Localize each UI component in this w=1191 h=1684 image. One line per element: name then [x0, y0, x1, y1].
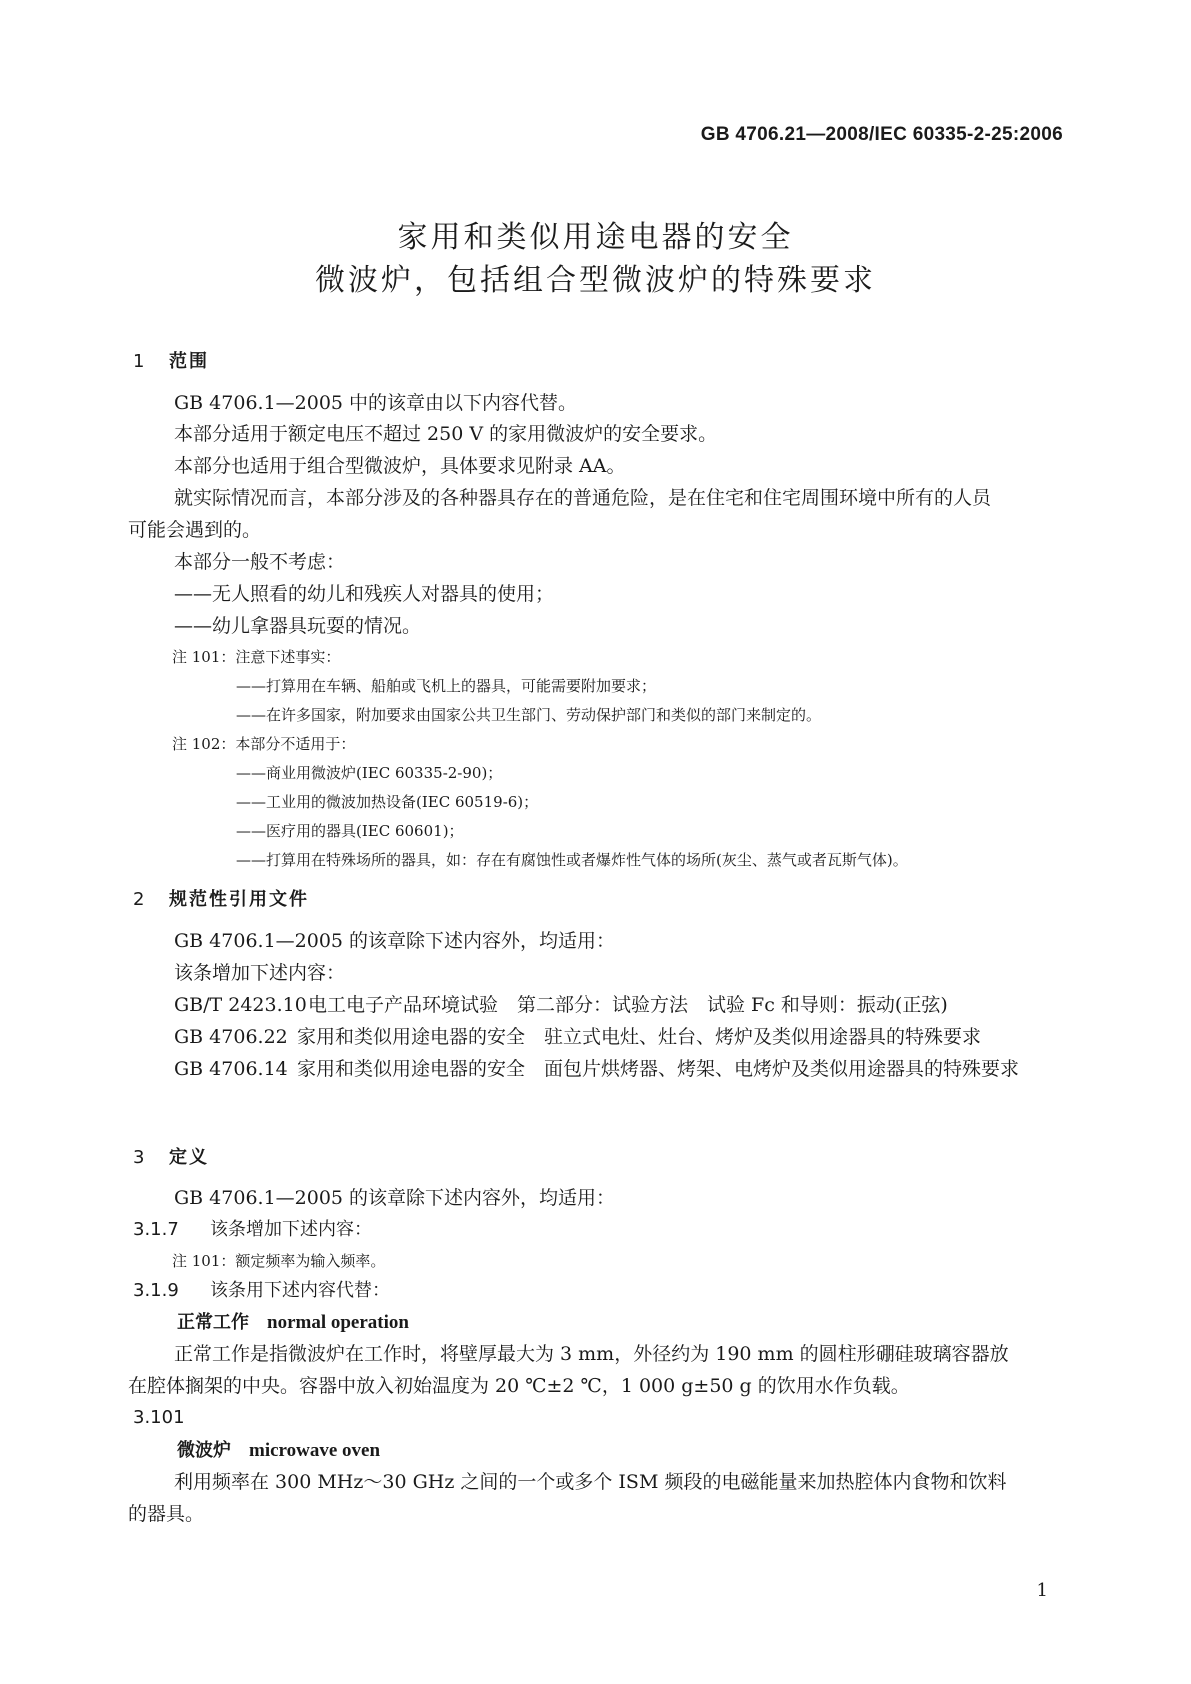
s1-paragraph-3: 本部分也适用于组合型微波炉，具体要求见附录 AA。 — [174, 455, 626, 477]
reference-code: GB/T 2423.10 — [174, 994, 307, 1016]
standard-number: GB 4706.21—2008/IEC 60335-2-25:2006 — [700, 124, 1063, 145]
definition-2-line-2: 的器具。 — [128, 1503, 205, 1525]
section-2-heading — [133, 885, 309, 911]
note-102: 注 102：本部分不适用于： — [172, 735, 356, 753]
clause-3-1-9 — [133, 1279, 390, 1303]
note-101-item-2: ——在许多国家，附加要求由国家公共卫生部门、劳动保护部门和类似的部门来制定的。 — [236, 706, 822, 724]
clause-3-1-7-note: 注 101：额定频率为输入频率。 — [172, 1252, 386, 1270]
section-3-title: 定义 — [169, 1147, 209, 1168]
reference-code: GB 4706.14 — [174, 1058, 288, 1080]
note-102-item-3: ——医疗用的器具(IEC 60601)； — [236, 822, 464, 840]
reference-row — [174, 1057, 1019, 1081]
s1-list-item-1: ——无人照看的幼儿和残疾人对器具的使用； — [174, 583, 555, 605]
s2-paragraph-1: GB 4706.1—2005 的该章除下述内容外，均适用： — [174, 930, 616, 952]
reference-title: 家用和类似用途电器的安全 驻立式电灶、灶台、烤炉及类似用途器具的特殊要求 — [297, 1026, 982, 1048]
definition-1-line-2: 在腔体搁架的中央。容器中放入初始温度为 20 ℃±2 ℃，1 000 g±50 g 的饮用水作负载。 — [128, 1375, 910, 1397]
note-101-item-1: ——打算用在车辆、船舶或飞机上的器具，可能需要附加要求； — [236, 677, 657, 695]
section-1-number: 1 — [133, 351, 145, 372]
title-line-1: 家用和类似用途电器的安全 — [397, 220, 794, 255]
clause-3-1-7 — [133, 1218, 372, 1242]
s1-paragraph-1: GB 4706.1—2005 中的该章由以下内容代替。 — [174, 392, 578, 414]
section-3-number: 3 — [133, 1147, 145, 1168]
s3-paragraph-1: GB 4706.1—2005 的该章除下述内容外，均适用： — [174, 1187, 616, 1209]
clause-3-1-9-number: 3.1.9 — [133, 1280, 179, 1301]
page-number: 1 — [1036, 1580, 1048, 1601]
section-1-title: 范围 — [169, 351, 209, 372]
reference-row — [174, 993, 948, 1017]
s1-paragraph-5: 本部分一般不考虑： — [174, 551, 346, 573]
reference-title: 电工电子产品环境试验 第二部分：试验方法 试验 Fc 和导则：振动(正弦) — [308, 994, 948, 1016]
s1-paragraph-4-line-1: 就实际情况而言，本部分涉及的各种器具存在的普通危险，是在住宅和住宅周围环境中所有的人员 — [174, 487, 992, 509]
term-2-english: microwave oven — [249, 1440, 381, 1461]
term-1-chinese: 正常工作 — [177, 1312, 249, 1333]
note-102-item-1: ——商业用微波炉(IEC 60335-2-90)； — [236, 764, 503, 782]
section-2-number: 2 — [133, 889, 145, 910]
definition-2-line-1: 利用频率在 300 MHz～30 GHz 之间的一个或多个 ISM 频段的电磁能量来加热腔体内食物和饮料 — [174, 1471, 1007, 1493]
note-102-item-2: ——工业用的微波加热设备(IEC 60519-6)； — [236, 793, 539, 811]
section-3-heading — [133, 1143, 209, 1169]
term-1-english: normal operation — [267, 1312, 409, 1333]
section-2-title: 规范性引用文件 — [169, 889, 309, 910]
note-101: 注 101：注意下述事实： — [172, 648, 341, 666]
s1-list-item-2: ——幼儿拿器具玩耍的情况。 — [174, 615, 422, 637]
clause-3-1-9-text: 该条用下述内容代替： — [210, 1280, 390, 1301]
s1-paragraph-4-line-2: 可能会遇到的。 — [128, 519, 262, 541]
term-2-chinese: 微波炉 — [177, 1440, 231, 1461]
s2-paragraph-2: 该条增加下述内容： — [174, 962, 346, 984]
clause-3-1-7-number: 3.1.7 — [133, 1219, 179, 1240]
reference-row — [174, 1025, 981, 1049]
reference-title: 家用和类似用途电器的安全 面包片烘烤器、烤架、电烤炉及类似用途器具的特殊要求 — [297, 1058, 1020, 1080]
term-microwave-oven — [177, 1438, 380, 1463]
note-102-item-4: ——打算用在特殊场所的器具，如：存在有腐蚀性或者爆炸性气体的场所(灰尘、蒸气或者瓦斯气体)。 — [236, 851, 908, 869]
definition-1-line-1: 正常工作是指微波炉在工作时，将壁厚最大为 3 mm，外径约为 190 mm 的圆柱形硼硅玻璃容器放 — [174, 1343, 1009, 1365]
term-normal-operation — [177, 1310, 409, 1335]
s1-paragraph-2: 本部分适用于额定电压不超过 250 V 的家用微波炉的安全要求。 — [174, 423, 718, 445]
section-1-heading — [133, 347, 209, 373]
reference-code: GB 4706.22 — [174, 1026, 288, 1048]
title-line-2: 微波炉，包括组合型微波炉的特殊要求 — [315, 263, 876, 298]
clause-3-1-7-text: 该条增加下述内容： — [210, 1219, 372, 1240]
clause-3-101-number: 3.101 — [133, 1407, 185, 1428]
